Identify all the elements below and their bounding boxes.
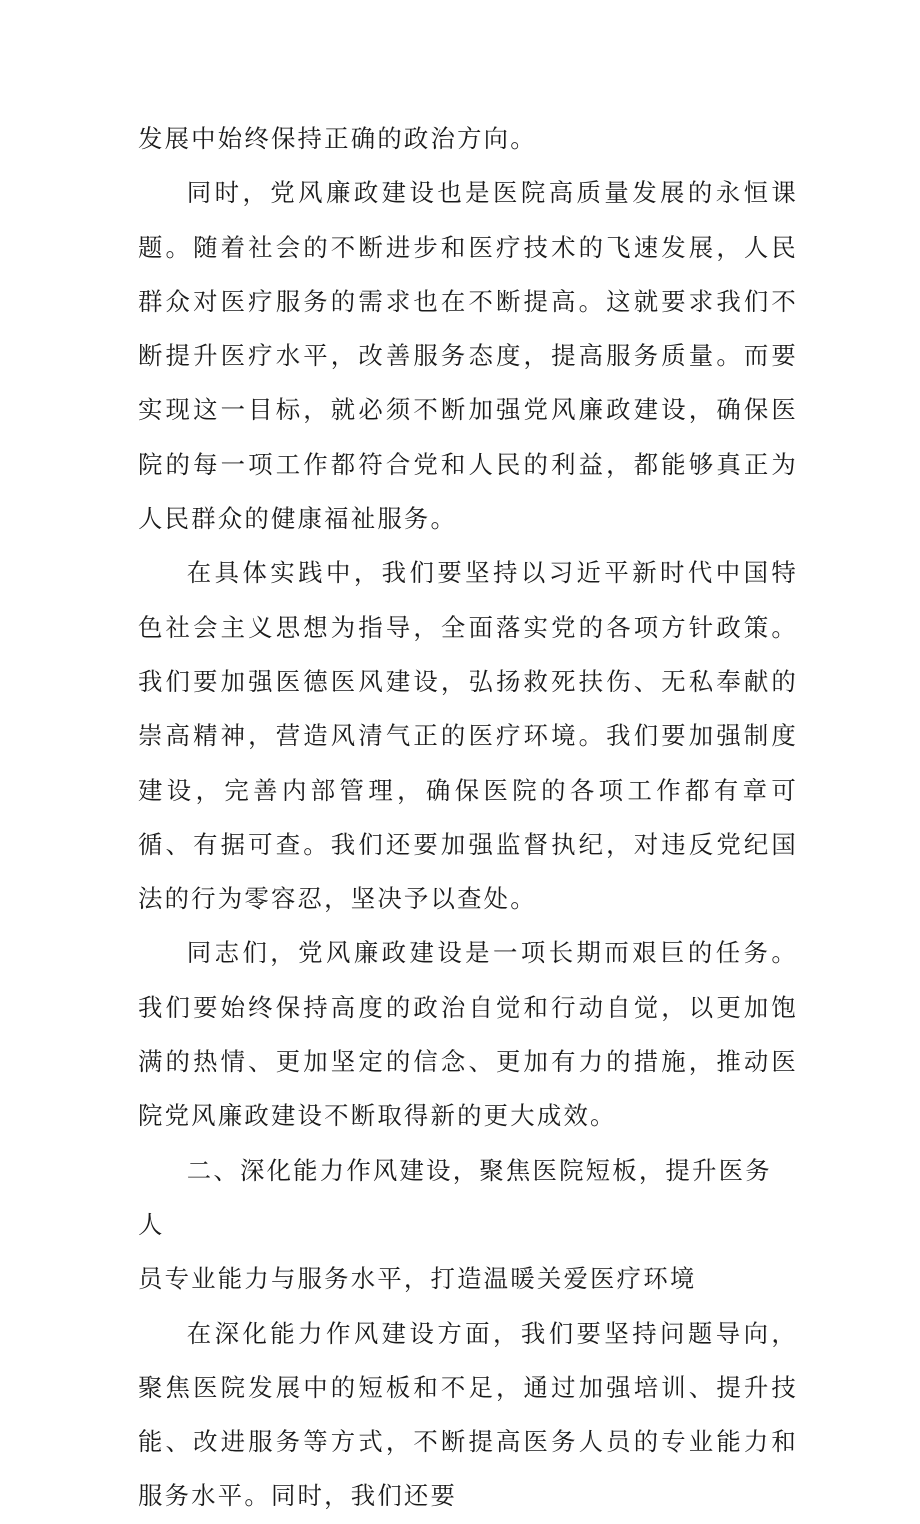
- section-heading-line-2: 员专业能力与服务水平，打造温暖关爱医疗环境: [138, 1264, 697, 1294]
- paragraph-practice: 在具体实践中，我们要坚持以习近平新时代中国特色社会主义思想为指导，全面落实党的各项方针政策。我们要加强医德医风建设，弘扬救死扶伤、无私奉献的崇高精神，营造风清气正的医疗环境。我们要加强制度建设，完善内部管理，确保医院的各项工作都有章可循、有据可查。我们还要加强监督执纪，对违反党纪国法的行为零容忍，坚决予以查处。: [138, 558, 798, 914]
- section-heading: [138, 1144, 798, 1307]
- paragraph-quality-development: 同时，党风廉政建设也是医院高质量发展的永恒课题。随着社会的不断进步和医疗技术的飞速发展，人民群众对医疗服务的需求也在不断提高。这就要求我们不断提升医疗水平，改善服务态度，提高服务质量。而要实现这一目标，就必须不断加强党风廉政建设，确保医院的每一项工作都符合党和人民的利益，都能够真正为人民群众的健康福祉服务。: [138, 178, 798, 534]
- paragraph-continuation: 发展中始终保持正确的政治方向。: [138, 124, 537, 153]
- paragraph-capability: 在深化能力作风建设方面，我们要坚持问题导向，聚焦医院发展中的短板和不足，通过加强培训、提升技能、改进服务等方式，不断提高医务人员的专业能力和服务水平。同时，我们还要: [138, 1318, 798, 1511]
- section-heading-line-1: 二、深化能力作风建设，聚焦医院短板，提升医务人: [138, 1155, 772, 1239]
- paragraph-comrades: 同志们，党风廉政建设是一项长期而艰巨的任务。我们要始终保持高度的政治自觉和行动自觉，以更加饱满的热情、更加坚定的信念、更加有力的措施，推动医院党风廉政建设不断取得新的更大成效。: [138, 938, 798, 1131]
- document-body: [138, 112, 798, 1524]
